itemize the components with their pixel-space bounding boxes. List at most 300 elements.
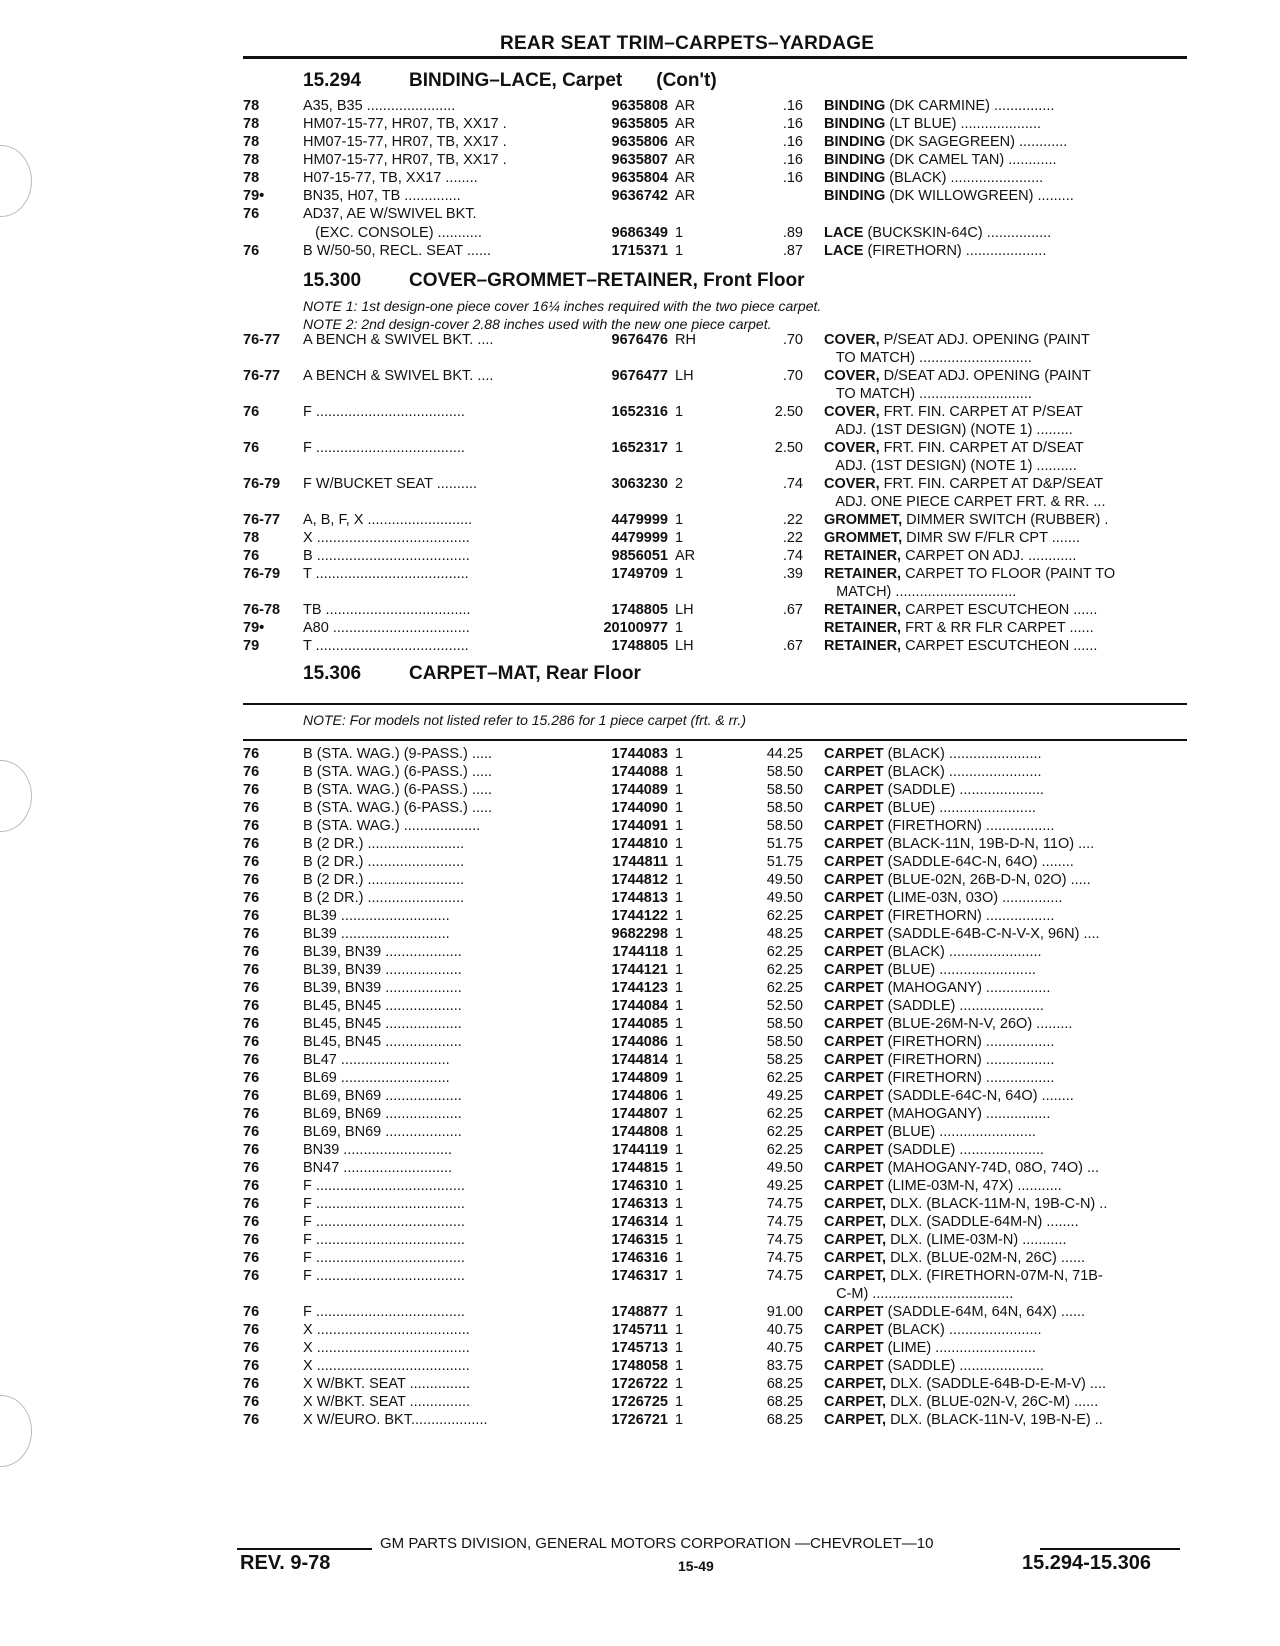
table-row xyxy=(0,493,1280,511)
quantity-cell: 1 xyxy=(675,1214,684,1230)
table-row xyxy=(0,187,1280,205)
quantity-cell: 2 xyxy=(675,476,684,492)
year-cell: 76 xyxy=(243,746,260,762)
model-cell: X ...................................... xyxy=(303,530,470,546)
item-detail: (BLUE) ........................ xyxy=(883,800,1036,816)
quantity-cell: 1 xyxy=(675,1052,684,1068)
quantity-cell: 1 xyxy=(675,1250,684,1266)
part-number-cell: 9635807 xyxy=(611,152,668,168)
quantity-cell: AR xyxy=(675,170,696,186)
model-cell: BN47 ........................... xyxy=(303,1160,453,1176)
part-number-cell: 1745711 xyxy=(612,1322,668,1338)
item-detail: (SADDLE) ..................... xyxy=(883,782,1044,798)
table-row xyxy=(0,745,1280,763)
item-name: LACE xyxy=(824,225,864,241)
quantity-cell: 1 xyxy=(675,944,684,960)
item-detail: ADJ. (1ST DESIGN) (NOTE 1) ......... xyxy=(824,422,1073,438)
item-name: RETAINER, xyxy=(824,620,902,636)
item-name: CARPET xyxy=(824,800,884,816)
item-name: COVER, xyxy=(824,404,880,420)
model-cell: F ..................................... xyxy=(303,1214,465,1230)
year-cell: 76 xyxy=(243,1376,260,1392)
item-name: BINDING xyxy=(824,98,886,114)
part-number-cell: 1744815 xyxy=(611,1160,668,1176)
quantity-cell: 1 xyxy=(675,530,684,546)
price-cell: .67 xyxy=(782,602,803,618)
description-cell xyxy=(824,529,1186,547)
description-cell xyxy=(824,1069,1186,1087)
item-name: CARPET, xyxy=(824,1250,887,1266)
description-cell xyxy=(824,475,1186,493)
section-title: COVER–GROMMET–RETAINER, Front Floor xyxy=(409,270,805,291)
quantity-cell: RH xyxy=(675,332,696,348)
part-number-cell: 9682298 xyxy=(611,926,668,942)
table-row xyxy=(0,1141,1280,1159)
model-cell: BL39, BN39 ................... xyxy=(303,980,462,996)
part-number-cell: 1746315 xyxy=(611,1232,668,1248)
table-row xyxy=(0,817,1280,835)
table-row xyxy=(0,242,1280,260)
table-row xyxy=(0,925,1280,943)
quantity-cell: AR xyxy=(675,98,696,114)
item-name: CARPET xyxy=(824,1142,884,1158)
description-cell xyxy=(824,943,1186,961)
description-cell xyxy=(824,385,1186,403)
quantity-cell: AR xyxy=(675,134,696,150)
part-number-cell: 1715371 xyxy=(611,243,668,259)
part-number-cell: 1744121 xyxy=(611,962,668,978)
model-cell: B (STA. WAG.) (9-PASS.) ..... xyxy=(303,746,493,762)
table-row xyxy=(0,763,1280,781)
item-detail: FRT. FIN. CARPET AT P/SEAT xyxy=(879,404,1083,420)
year-cell: 76 xyxy=(243,1088,260,1104)
model-cell: TB .................................... xyxy=(303,602,471,618)
table-row xyxy=(0,1069,1280,1087)
model-cell: F ..................................... xyxy=(303,1232,465,1248)
model-cell: A BENCH & SWIVEL BKT. .... xyxy=(303,332,494,348)
item-name: BINDING xyxy=(824,134,886,150)
table-row xyxy=(0,349,1280,367)
description-cell xyxy=(824,619,1186,637)
quantity-cell: 1 xyxy=(675,1034,684,1050)
part-number-cell: 1726721 xyxy=(611,1412,668,1428)
item-name: BINDING xyxy=(824,170,886,186)
quantity-cell: 1 xyxy=(675,1088,684,1104)
item-name: CARPET xyxy=(824,908,884,924)
year-cell: 76 xyxy=(243,1340,260,1356)
model-cell: BN39 ........................... xyxy=(303,1142,453,1158)
model-cell: F ..................................... xyxy=(303,1178,465,1194)
item-name: CARPET xyxy=(824,1016,884,1032)
part-number-cell: 4479999 xyxy=(611,530,668,546)
part-number-cell: 1744118 xyxy=(612,944,668,960)
quantity-cell: 1 xyxy=(675,440,684,456)
price-cell: 40.75 xyxy=(766,1322,803,1338)
price-cell: .16 xyxy=(782,152,803,168)
item-detail: DLX. (SADDLE-64B-D-E-M-V) .... xyxy=(886,1376,1106,1392)
model-cell: B (2 DR.) ........................ xyxy=(303,854,465,870)
description-cell xyxy=(824,979,1186,997)
part-number-cell: 1726725 xyxy=(611,1394,668,1410)
part-number-cell: 9636742 xyxy=(611,188,668,204)
item-detail: CARPET ON ADJ. ............ xyxy=(901,548,1077,564)
description-cell xyxy=(824,763,1186,781)
year-cell: 76 xyxy=(243,1394,260,1410)
description-cell xyxy=(824,97,1186,115)
description-cell xyxy=(824,439,1186,457)
price-cell: 62.25 xyxy=(766,1070,803,1086)
item-name: BINDING xyxy=(824,188,886,204)
price-cell: 83.75 xyxy=(766,1358,803,1374)
description-cell xyxy=(824,367,1186,385)
item-detail: (BLUE) ........................ xyxy=(883,962,1036,978)
description-cell xyxy=(824,835,1186,853)
quantity-cell: LH xyxy=(675,638,694,654)
description-cell xyxy=(824,907,1186,925)
section-note-1: NOTE 1: 1st design-one piece cover 16¼ inches required with the two piece carpet. xyxy=(303,298,822,314)
model-cell: X ...................................... xyxy=(303,1322,470,1338)
description-cell xyxy=(824,1015,1186,1033)
table-row xyxy=(0,1339,1280,1357)
item-detail: CARPET ESCUTCHEON ...... xyxy=(901,602,1098,618)
description-cell xyxy=(824,1105,1186,1123)
part-number-cell: 9635804 xyxy=(611,170,668,186)
year-cell: 76-77 xyxy=(243,332,281,348)
price-cell: .70 xyxy=(782,332,803,348)
part-number-cell: 1726722 xyxy=(611,1376,668,1392)
table-row xyxy=(0,1159,1280,1177)
model-cell: F W/BUCKET SEAT .......... xyxy=(303,476,478,492)
model-cell: (EXC. CONSOLE) ........... xyxy=(303,225,482,241)
table-row xyxy=(0,1231,1280,1249)
table-row xyxy=(0,115,1280,133)
description-cell xyxy=(824,1087,1186,1105)
price-cell: 58.50 xyxy=(766,782,803,798)
table-row xyxy=(0,799,1280,817)
price-cell: 68.25 xyxy=(766,1412,803,1428)
table-row xyxy=(0,439,1280,457)
model-cell: X W/BKT. SEAT ............... xyxy=(303,1376,471,1392)
year-cell: 78 xyxy=(243,134,260,150)
price-cell: 62.25 xyxy=(766,908,803,924)
part-number-cell: 1748877 xyxy=(611,1304,668,1320)
year-cell: 76 xyxy=(243,1358,260,1374)
model-cell: BL39, BN39 ................... xyxy=(303,944,462,960)
item-name: COVER, xyxy=(824,332,880,348)
part-number-cell: 1744091 xyxy=(611,818,668,834)
year-cell: 76 xyxy=(243,206,260,222)
item-name: CARPET xyxy=(824,1088,884,1104)
model-cell: BL39, BN39 ................... xyxy=(303,962,462,978)
table-row xyxy=(0,871,1280,889)
table-row xyxy=(0,97,1280,115)
description-cell xyxy=(824,493,1186,511)
price-cell: 51.75 xyxy=(766,854,803,870)
quantity-cell: 1 xyxy=(675,243,684,259)
table-row xyxy=(0,205,1280,223)
part-number-cell: 9635808 xyxy=(611,98,668,114)
model-cell: T ...................................... xyxy=(303,638,469,654)
year-cell: 76 xyxy=(243,1142,260,1158)
table-row xyxy=(0,403,1280,421)
price-cell: .16 xyxy=(782,170,803,186)
description-cell xyxy=(824,1339,1186,1357)
table-row xyxy=(0,151,1280,169)
part-number-cell: 1744123 xyxy=(611,980,668,996)
description-cell xyxy=(824,925,1186,943)
part-number-cell: 1652316 xyxy=(611,404,668,420)
model-cell: F ..................................... xyxy=(303,440,465,456)
year-cell: 76 xyxy=(243,1124,260,1140)
description-cell xyxy=(824,1159,1186,1177)
part-number-cell: 1746314 xyxy=(611,1214,668,1230)
price-cell: 58.50 xyxy=(766,800,803,816)
item-detail: (MAHOGANY) ................ xyxy=(883,1106,1051,1122)
section-number: 15.300 xyxy=(303,270,362,291)
item-name: RETAINER, xyxy=(824,638,902,654)
part-number-cell: 9635805 xyxy=(611,116,668,132)
part-number-cell: 4479999 xyxy=(611,512,668,528)
table-row xyxy=(0,997,1280,1015)
item-detail: (SADDLE-64M, 64N, 64X) ...... xyxy=(883,1304,1086,1320)
year-cell: 78 xyxy=(243,116,260,132)
part-number-cell: 1744084 xyxy=(611,998,668,1014)
description-cell xyxy=(824,1267,1186,1285)
item-name: CARPET xyxy=(824,872,884,888)
model-cell: BL69, BN69 ................... xyxy=(303,1106,462,1122)
table-row xyxy=(0,133,1280,151)
model-cell: B W/50-50, RECL. SEAT ...... xyxy=(303,243,492,259)
model-cell: F ..................................... xyxy=(303,404,465,420)
price-cell: 74.75 xyxy=(766,1268,803,1284)
item-detail: (SADDLE) ..................... xyxy=(883,1358,1044,1374)
part-number-cell: 1744809 xyxy=(611,1070,668,1086)
quantity-cell: AR xyxy=(675,188,696,204)
price-cell: .16 xyxy=(782,134,803,150)
description-cell xyxy=(824,1177,1186,1195)
model-cell: A80 .................................. xyxy=(303,620,470,636)
year-cell: 78 xyxy=(243,98,260,114)
part-number-cell: 9676477 xyxy=(611,368,668,384)
item-detail: P/SEAT ADJ. OPENING (PAINT xyxy=(879,332,1090,348)
price-cell: 49.50 xyxy=(766,872,803,888)
item-detail: (BUCKSKIN-64C) ................ xyxy=(863,225,1052,241)
item-name: CARPET xyxy=(824,1358,884,1374)
item-name: CARPET xyxy=(824,962,884,978)
item-name: COVER, xyxy=(824,440,880,456)
year-cell: 76 xyxy=(243,818,260,834)
item-detail: DLX. (FIRETHORN-07M-N, 71B- xyxy=(886,1268,1103,1284)
quantity-cell: 1 xyxy=(675,1358,684,1374)
price-cell: 74.75 xyxy=(766,1196,803,1212)
model-cell: HM07-15-77, HR07, TB, XX17 . xyxy=(303,116,507,132)
description-cell xyxy=(824,151,1186,169)
year-cell: 78 xyxy=(243,152,260,168)
quantity-cell: 1 xyxy=(675,836,684,852)
quantity-cell: 1 xyxy=(675,1304,684,1320)
table-row xyxy=(0,583,1280,601)
item-detail: DLX. (BLUE-02N-V, 26C-M) ...... xyxy=(886,1394,1099,1410)
revision-label: REV. 9-78 xyxy=(240,1552,331,1574)
model-cell: BL69 ........................... xyxy=(303,1070,450,1086)
price-cell: 2.50 xyxy=(774,440,803,456)
item-name: CARPET xyxy=(824,998,884,1014)
item-name: CARPET, xyxy=(824,1376,887,1392)
price-cell: 62.25 xyxy=(766,980,803,996)
model-cell: B ...................................... xyxy=(303,548,470,564)
part-number-cell: 20100977 xyxy=(603,620,668,636)
quantity-cell: 1 xyxy=(675,1142,684,1158)
quantity-cell: 1 xyxy=(675,566,684,582)
quantity-cell: 1 xyxy=(675,854,684,870)
year-cell: 76 xyxy=(243,1016,260,1032)
year-cell: 76 xyxy=(243,1196,260,1212)
table-row xyxy=(0,224,1280,242)
item-name: RETAINER, xyxy=(824,602,902,618)
description-cell xyxy=(824,421,1186,439)
table-row xyxy=(0,781,1280,799)
description-cell xyxy=(824,1195,1186,1213)
part-number-cell: 1744089 xyxy=(611,782,668,798)
item-detail: CARPET ESCUTCHEON ...... xyxy=(901,638,1098,654)
part-number-cell: 1744090 xyxy=(611,800,668,816)
year-cell: 76 xyxy=(243,1106,260,1122)
year-cell: 76-78 xyxy=(243,602,281,618)
item-detail: (BLUE-26M-N-V, 26O) ......... xyxy=(883,1016,1073,1032)
item-name: CARPET xyxy=(824,944,884,960)
price-cell: 58.50 xyxy=(766,818,803,834)
description-cell xyxy=(824,1375,1186,1393)
table-row xyxy=(0,385,1280,403)
item-name: CARPET xyxy=(824,746,884,762)
part-number-cell: 3063230 xyxy=(611,476,668,492)
item-detail: DLX. (BLACK-11N-V, 19B-N-E) .. xyxy=(886,1412,1103,1428)
price-cell: 49.25 xyxy=(766,1178,803,1194)
quantity-cell: 1 xyxy=(675,404,684,420)
table-row xyxy=(0,475,1280,493)
item-detail: (BLACK) ....................... xyxy=(883,764,1042,780)
item-detail: D/SEAT ADJ. OPENING (PAINT xyxy=(879,368,1091,384)
price-cell: 48.25 xyxy=(766,926,803,942)
year-cell: 76 xyxy=(243,1178,260,1194)
item-detail: (LIME) ......................... xyxy=(883,1340,1036,1356)
part-number-cell: 1746313 xyxy=(611,1196,668,1212)
model-cell: B (STA. WAG.) (6-PASS.) ..... xyxy=(303,764,493,780)
item-detail: DIMMER SWITCH (RUBBER) . xyxy=(902,512,1109,528)
price-cell: 74.75 xyxy=(766,1232,803,1248)
part-number-cell: 1746310 xyxy=(611,1178,668,1194)
description-cell xyxy=(824,1249,1186,1267)
item-name: CARPET, xyxy=(824,1412,887,1428)
item-name: CARPET xyxy=(824,836,884,852)
quantity-cell: 1 xyxy=(675,800,684,816)
price-cell: 68.25 xyxy=(766,1394,803,1410)
model-cell: A35, B35 ...................... xyxy=(303,98,456,114)
quantity-cell: 1 xyxy=(675,1178,684,1194)
section-note: NOTE: For models not listed refer to 15.286 for 1 piece carpet (frt. & rr.) xyxy=(303,712,746,728)
quantity-cell: 1 xyxy=(675,225,684,241)
quantity-cell: 1 xyxy=(675,908,684,924)
item-name: CARPET xyxy=(824,1124,884,1140)
item-detail: (BLACK) ....................... xyxy=(883,944,1042,960)
table-row xyxy=(0,1123,1280,1141)
item-detail: (BLACK) ....................... xyxy=(883,1322,1042,1338)
quantity-cell: 1 xyxy=(675,1340,684,1356)
item-name: BINDING xyxy=(824,116,886,132)
part-number-cell: 1744810 xyxy=(611,836,668,852)
year-cell: 76 xyxy=(243,998,260,1014)
item-detail: (FIRETHORN) ................. xyxy=(883,908,1055,924)
price-cell: 62.25 xyxy=(766,1124,803,1140)
part-number-cell: 1748805 xyxy=(611,638,668,654)
quantity-cell: AR xyxy=(675,116,696,132)
year-cell: 76 xyxy=(243,1232,260,1248)
part-number-cell: 1746317 xyxy=(611,1268,668,1284)
price-cell: 49.25 xyxy=(766,1088,803,1104)
section-rule-bottom xyxy=(243,739,1187,741)
description-cell xyxy=(824,457,1186,475)
table-row xyxy=(0,169,1280,187)
price-cell: 40.75 xyxy=(766,1340,803,1356)
model-cell: X ...................................... xyxy=(303,1340,470,1356)
table-row xyxy=(0,421,1280,439)
item-detail: DLX. (LIME-03M-N) ........... xyxy=(886,1232,1067,1248)
model-cell: B (STA. WAG.) (6-PASS.) ..... xyxy=(303,782,493,798)
item-detail: (DK CAMEL TAN) ............ xyxy=(885,152,1057,168)
price-cell: .22 xyxy=(782,530,803,546)
item-detail: DIMR SW F/FLR CPT ....... xyxy=(902,530,1080,546)
part-number-cell: 1744807 xyxy=(611,1106,668,1122)
table-row xyxy=(0,1321,1280,1339)
description-cell xyxy=(824,1051,1186,1069)
table-row xyxy=(0,853,1280,871)
item-name: GROMMET, xyxy=(824,530,903,546)
quantity-cell: 1 xyxy=(675,1322,684,1338)
year-cell: 76 xyxy=(243,1214,260,1230)
model-cell: BL69, BN69 ................... xyxy=(303,1124,462,1140)
year-cell: 76 xyxy=(243,962,260,978)
description-cell xyxy=(824,403,1186,421)
table-row xyxy=(0,835,1280,853)
model-cell: BL45, BN45 ................... xyxy=(303,1016,462,1032)
price-cell: 62.25 xyxy=(766,1142,803,1158)
price-cell: 49.50 xyxy=(766,1160,803,1176)
item-detail: ADJ. (1ST DESIGN) (NOTE 1) .......... xyxy=(824,458,1077,474)
part-number-cell: 1744083 xyxy=(611,746,668,762)
quantity-cell: 1 xyxy=(675,1394,684,1410)
item-name: CARPET xyxy=(824,1052,884,1068)
item-detail: DLX. (SADDLE-64M-N) ........ xyxy=(886,1214,1079,1230)
model-cell: HM07-15-77, HR07, TB, XX17 . xyxy=(303,152,507,168)
quantity-cell: 1 xyxy=(675,1196,684,1212)
quantity-cell: 1 xyxy=(675,872,684,888)
year-cell: 76 xyxy=(243,782,260,798)
year-cell: 76-79 xyxy=(243,566,281,582)
quantity-cell: AR xyxy=(675,152,696,168)
item-detail: (SADDLE) ..................... xyxy=(883,1142,1044,1158)
item-name: GROMMET, xyxy=(824,512,903,528)
model-cell: BL39 ........................... xyxy=(303,908,450,924)
item-name: CARPET xyxy=(824,1304,884,1320)
table-row xyxy=(0,979,1280,997)
description-cell xyxy=(824,331,1186,349)
part-number-cell: 9676476 xyxy=(611,332,668,348)
item-detail: ADJ. ONE PIECE CARPET FRT. & RR. ... xyxy=(824,494,1106,510)
year-cell: 76 xyxy=(243,836,260,852)
year-cell: 76 xyxy=(243,1268,260,1284)
item-detail: (SADDLE) ..................... xyxy=(883,998,1044,1014)
item-detail: TO MATCH) ............................ xyxy=(824,386,1032,402)
